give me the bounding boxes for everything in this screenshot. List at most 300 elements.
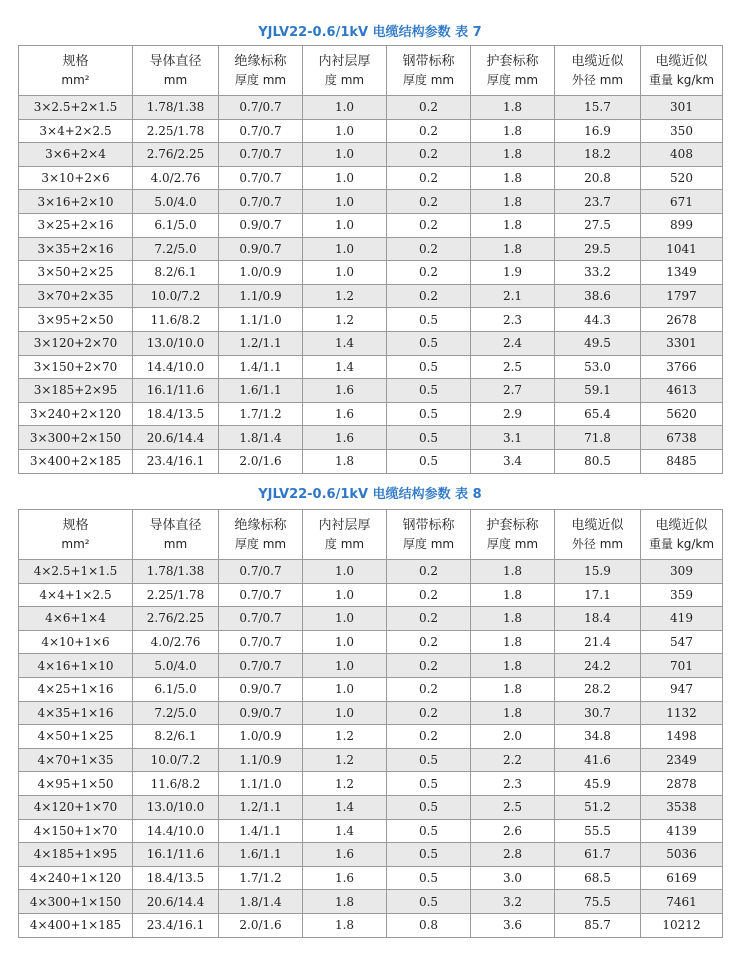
cell-inner-liner-thickness: 1.6 <box>303 379 387 403</box>
cell-steel-tape-thickness: 0.2 <box>387 560 471 584</box>
cell-inner-liner-thickness: 1.2 <box>303 725 387 749</box>
cell-sheath-thickness: 2.0 <box>471 725 555 749</box>
cell-steel-tape-thickness: 0.2 <box>387 237 471 261</box>
cell-outer-diameter: 44.3 <box>555 308 641 332</box>
cell-conductor-diameter: 5.0/4.0 <box>133 190 219 214</box>
cell-weight: 5620 <box>641 402 723 426</box>
table-7-title: YJLV22-0.6/1kV 电缆结构参数 表 7 <box>258 25 482 40</box>
header-label: 电缆近似 <box>571 53 624 69</box>
cell-outer-diameter: 41.6 <box>555 748 641 772</box>
cell-sheath-thickness: 1.8 <box>471 701 555 725</box>
cell-steel-tape-thickness: 0.2 <box>387 607 471 631</box>
cell-inner-liner-thickness: 1.0 <box>303 190 387 214</box>
cell-conductor-diameter: 2.25/1.78 <box>133 119 219 143</box>
cell-spec: 4×70+1×35 <box>19 748 133 772</box>
cell-weight: 671 <box>641 190 723 214</box>
header-label: 电缆近似 <box>571 517 624 533</box>
cell-insulation-thickness: 0.9/0.7 <box>219 213 303 237</box>
header-sheath-thickness <box>471 510 555 560</box>
header-unit: mm <box>163 72 188 87</box>
cell-spec: 4×300+1×150 <box>19 890 133 914</box>
cell-weight: 899 <box>641 213 723 237</box>
cell-spec: 4×120+1×70 <box>19 795 133 819</box>
cell-inner-liner-thickness: 1.4 <box>303 795 387 819</box>
cell-outer-diameter: 75.5 <box>555 890 641 914</box>
cell-steel-tape-thickness: 0.5 <box>387 795 471 819</box>
header-label: 规格 <box>62 53 89 69</box>
cell-sheath-thickness: 1.8 <box>471 560 555 584</box>
cell-sheath-thickness: 3.0 <box>471 866 555 890</box>
cell-outer-diameter: 15.7 <box>555 96 641 120</box>
cable-parameter-table-8 <box>18 509 723 938</box>
cell-insulation-thickness: 0.7/0.7 <box>219 96 303 120</box>
cell-steel-tape-thickness: 0.5 <box>387 379 471 403</box>
table-row <box>19 560 723 584</box>
cell-outer-diameter: 45.9 <box>555 772 641 796</box>
cell-weight: 5036 <box>641 843 723 867</box>
cell-conductor-diameter: 10.0/7.2 <box>133 284 219 308</box>
cell-weight: 547 <box>641 630 723 654</box>
cell-outer-diameter: 34.8 <box>555 725 641 749</box>
cell-outer-diameter: 38.6 <box>555 284 641 308</box>
cell-insulation-thickness: 0.9/0.7 <box>219 677 303 701</box>
cell-steel-tape-thickness: 0.2 <box>387 725 471 749</box>
table-row <box>19 143 723 167</box>
cell-spec: 4×2.5+1×1.5 <box>19 560 133 584</box>
cell-inner-liner-thickness: 1.2 <box>303 748 387 772</box>
cell-spec: 3×50+2×25 <box>19 261 133 285</box>
header-insulation-thickness <box>219 46 303 96</box>
cell-insulation-thickness: 0.7/0.7 <box>219 166 303 190</box>
header-unit: mm <box>163 536 188 551</box>
cell-weight: 309 <box>641 560 723 584</box>
cell-insulation-thickness: 1.2/1.1 <box>219 331 303 355</box>
cell-spec: 3×10+2×6 <box>19 166 133 190</box>
cell-insulation-thickness: 1.4/1.1 <box>219 355 303 379</box>
cell-insulation-thickness: 1.0/0.9 <box>219 261 303 285</box>
cell-sheath-thickness: 1.8 <box>471 190 555 214</box>
table-row <box>19 725 723 749</box>
cell-sheath-thickness: 1.8 <box>471 237 555 261</box>
cell-inner-liner-thickness: 1.0 <box>303 237 387 261</box>
cell-conductor-diameter: 23.4/16.1 <box>133 913 219 937</box>
cell-spec: 4×50+1×25 <box>19 725 133 749</box>
cell-insulation-thickness: 1.7/1.2 <box>219 402 303 426</box>
cell-steel-tape-thickness: 0.5 <box>387 426 471 450</box>
cell-steel-tape-thickness: 0.2 <box>387 630 471 654</box>
cell-conductor-diameter: 2.25/1.78 <box>133 583 219 607</box>
cell-steel-tape-thickness: 0.2 <box>387 654 471 678</box>
header-unit: 厚度 mm <box>234 536 287 551</box>
cell-outer-diameter: 80.5 <box>555 449 641 473</box>
cell-sheath-thickness: 1.8 <box>471 119 555 143</box>
header-spec <box>19 510 133 560</box>
cell-spec: 3×300+2×150 <box>19 426 133 450</box>
cell-conductor-diameter: 2.76/2.25 <box>133 143 219 167</box>
cell-weight: 3766 <box>641 355 723 379</box>
cell-insulation-thickness: 0.7/0.7 <box>219 583 303 607</box>
cell-steel-tape-thickness: 0.2 <box>387 190 471 214</box>
cell-steel-tape-thickness: 0.2 <box>387 677 471 701</box>
cell-spec: 3×35+2×16 <box>19 237 133 261</box>
table-row <box>19 449 723 473</box>
cell-conductor-diameter: 18.4/13.5 <box>133 866 219 890</box>
cell-steel-tape-thickness: 0.2 <box>387 166 471 190</box>
cell-insulation-thickness: 1.8/1.4 <box>219 890 303 914</box>
table-row <box>19 308 723 332</box>
cell-sheath-thickness: 3.6 <box>471 913 555 937</box>
cell-outer-diameter: 28.2 <box>555 677 641 701</box>
header-conductor-diameter <box>133 46 219 96</box>
cell-weight: 408 <box>641 143 723 167</box>
table-row <box>19 772 723 796</box>
cell-spec: 3×25+2×16 <box>19 213 133 237</box>
table-row <box>19 607 723 631</box>
cell-inner-liner-thickness: 1.0 <box>303 96 387 120</box>
cell-inner-liner-thickness: 1.8 <box>303 890 387 914</box>
header-unit: 重量 kg/km <box>648 72 715 87</box>
cell-inner-liner-thickness: 1.6 <box>303 402 387 426</box>
header-unit: 厚度 mm <box>486 72 539 87</box>
cell-sheath-thickness: 3.2 <box>471 890 555 914</box>
cell-inner-liner-thickness: 1.2 <box>303 308 387 332</box>
cell-conductor-diameter: 13.0/10.0 <box>133 331 219 355</box>
cell-conductor-diameter: 6.1/5.0 <box>133 677 219 701</box>
cell-outer-diameter: 65.4 <box>555 402 641 426</box>
cell-conductor-diameter: 8.2/6.1 <box>133 725 219 749</box>
header-unit: 度 mm <box>324 72 365 87</box>
cell-spec: 3×2.5+2×1.5 <box>19 96 133 120</box>
cell-weight: 3301 <box>641 331 723 355</box>
table-row <box>19 355 723 379</box>
cell-insulation-thickness: 0.7/0.7 <box>219 654 303 678</box>
header-unit: mm² <box>61 536 90 551</box>
cell-insulation-thickness: 1.8/1.4 <box>219 426 303 450</box>
header-unit: 外径 mm <box>571 536 624 551</box>
cell-steel-tape-thickness: 0.5 <box>387 890 471 914</box>
cell-inner-liner-thickness: 1.6 <box>303 843 387 867</box>
cell-sheath-thickness: 2.3 <box>471 308 555 332</box>
cell-weight: 8485 <box>641 449 723 473</box>
cell-sheath-thickness: 2.3 <box>471 772 555 796</box>
table-row <box>19 190 723 214</box>
cell-insulation-thickness: 1.7/1.2 <box>219 866 303 890</box>
cell-insulation-thickness: 1.1/0.9 <box>219 748 303 772</box>
cell-steel-tape-thickness: 0.2 <box>387 119 471 143</box>
cell-outer-diameter: 53.0 <box>555 355 641 379</box>
cell-sheath-thickness: 1.8 <box>471 96 555 120</box>
cell-inner-liner-thickness: 1.4 <box>303 819 387 843</box>
cell-outer-diameter: 23.7 <box>555 190 641 214</box>
header-label: 导体直径 <box>149 53 202 69</box>
cell-weight: 3538 <box>641 795 723 819</box>
header-label: 内衬层厚 <box>318 517 371 533</box>
cell-steel-tape-thickness: 0.5 <box>387 331 471 355</box>
cell-inner-liner-thickness: 1.0 <box>303 143 387 167</box>
cell-weight: 2878 <box>641 772 723 796</box>
header-unit: 厚度 mm <box>402 72 455 87</box>
cell-spec: 3×400+2×185 <box>19 449 133 473</box>
cell-outer-diameter: 71.8 <box>555 426 641 450</box>
cell-spec: 4×400+1×185 <box>19 913 133 937</box>
header-insulation-thickness <box>219 510 303 560</box>
cell-conductor-diameter: 16.1/11.6 <box>133 843 219 867</box>
cell-outer-diameter: 15.9 <box>555 560 641 584</box>
cell-weight: 301 <box>641 96 723 120</box>
cell-conductor-diameter: 4.0/2.76 <box>133 166 219 190</box>
cell-weight: 2678 <box>641 308 723 332</box>
cell-weight: 1349 <box>641 261 723 285</box>
cell-weight: 6169 <box>641 866 723 890</box>
header-conductor-diameter <box>133 510 219 560</box>
cell-outer-diameter: 68.5 <box>555 866 641 890</box>
cell-conductor-diameter: 18.4/13.5 <box>133 402 219 426</box>
cell-insulation-thickness: 1.0/0.9 <box>219 725 303 749</box>
cell-spec: 4×10+1×6 <box>19 630 133 654</box>
table-row <box>19 677 723 701</box>
cell-steel-tape-thickness: 0.5 <box>387 819 471 843</box>
table-row <box>19 795 723 819</box>
cell-conductor-diameter: 23.4/16.1 <box>133 449 219 473</box>
table-row <box>19 426 723 450</box>
cell-weight: 701 <box>641 654 723 678</box>
table-row <box>19 119 723 143</box>
cell-weight: 359 <box>641 583 723 607</box>
cell-inner-liner-thickness: 1.0 <box>303 583 387 607</box>
header-weight <box>641 46 723 96</box>
cell-spec: 4×150+1×70 <box>19 819 133 843</box>
cell-insulation-thickness: 0.9/0.7 <box>219 237 303 261</box>
cell-inner-liner-thickness: 1.0 <box>303 630 387 654</box>
cell-conductor-diameter: 5.0/4.0 <box>133 654 219 678</box>
cell-conductor-diameter: 6.1/5.0 <box>133 213 219 237</box>
cell-steel-tape-thickness: 0.5 <box>387 843 471 867</box>
header-label: 电缆近似 <box>655 53 708 69</box>
cell-inner-liner-thickness: 1.8 <box>303 913 387 937</box>
cell-spec: 4×4+1×2.5 <box>19 583 133 607</box>
header-weight <box>641 510 723 560</box>
cell-outer-diameter: 24.2 <box>555 654 641 678</box>
cell-sheath-thickness: 2.8 <box>471 843 555 867</box>
cell-outer-diameter: 20.8 <box>555 166 641 190</box>
header-label: 内衬层厚 <box>318 53 371 69</box>
cell-insulation-thickness: 1.1/1.0 <box>219 772 303 796</box>
cell-weight: 1498 <box>641 725 723 749</box>
header-label: 电缆近似 <box>655 517 708 533</box>
cell-conductor-diameter: 2.76/2.25 <box>133 607 219 631</box>
header-unit: 外径 mm <box>571 72 624 87</box>
cell-spec: 4×95+1×50 <box>19 772 133 796</box>
table-row <box>19 213 723 237</box>
cell-steel-tape-thickness: 0.2 <box>387 583 471 607</box>
table-row <box>19 701 723 725</box>
table-row <box>19 819 723 843</box>
cell-spec: 3×70+2×35 <box>19 284 133 308</box>
cell-weight: 2349 <box>641 748 723 772</box>
cell-insulation-thickness: 0.7/0.7 <box>219 119 303 143</box>
cell-inner-liner-thickness: 1.0 <box>303 560 387 584</box>
cell-inner-liner-thickness: 1.0 <box>303 607 387 631</box>
table-row <box>19 843 723 867</box>
cell-sheath-thickness: 1.8 <box>471 654 555 678</box>
cell-sheath-thickness: 2.9 <box>471 402 555 426</box>
cell-outer-diameter: 61.7 <box>555 843 641 867</box>
cell-outer-diameter: 18.2 <box>555 143 641 167</box>
cell-steel-tape-thickness: 0.2 <box>387 701 471 725</box>
cell-conductor-diameter: 14.4/10.0 <box>133 355 219 379</box>
cell-spec: 4×25+1×16 <box>19 677 133 701</box>
table-row <box>19 402 723 426</box>
cell-conductor-diameter: 7.2/5.0 <box>133 237 219 261</box>
header-unit: 度 mm <box>324 536 365 551</box>
cell-sheath-thickness: 2.7 <box>471 379 555 403</box>
header-label: 绝缘标称 <box>234 53 287 69</box>
cell-spec: 3×120+2×70 <box>19 331 133 355</box>
cell-inner-liner-thickness: 1.4 <box>303 331 387 355</box>
cell-outer-diameter: 18.4 <box>555 607 641 631</box>
cell-spec: 3×16+2×10 <box>19 190 133 214</box>
cell-weight: 6738 <box>641 426 723 450</box>
header-steel-tape-thickness <box>387 510 471 560</box>
cell-sheath-thickness: 2.4 <box>471 331 555 355</box>
cell-outer-diameter: 85.7 <box>555 913 641 937</box>
cell-insulation-thickness: 0.7/0.7 <box>219 607 303 631</box>
cell-weight: 4613 <box>641 379 723 403</box>
cell-outer-diameter: 49.5 <box>555 331 641 355</box>
cell-outer-diameter: 59.1 <box>555 379 641 403</box>
header-unit: mm² <box>61 72 90 87</box>
cell-spec: 4×16+1×10 <box>19 654 133 678</box>
table-row <box>19 630 723 654</box>
header-unit: 重量 kg/km <box>648 536 715 551</box>
cell-outer-diameter: 27.5 <box>555 213 641 237</box>
cell-insulation-thickness: 1.2/1.1 <box>219 795 303 819</box>
cell-sheath-thickness: 1.8 <box>471 607 555 631</box>
cell-spec: 3×185+2×95 <box>19 379 133 403</box>
header-label: 绝缘标称 <box>234 517 287 533</box>
table-row <box>19 379 723 403</box>
cell-conductor-diameter: 1.78/1.38 <box>133 96 219 120</box>
header-inner-liner-thickness <box>303 46 387 96</box>
cell-sheath-thickness: 1.8 <box>471 583 555 607</box>
cell-outer-diameter: 16.9 <box>555 119 641 143</box>
cell-spec: 3×6+2×4 <box>19 143 133 167</box>
cell-steel-tape-thickness: 0.5 <box>387 449 471 473</box>
cell-sheath-thickness: 1.8 <box>471 677 555 701</box>
cell-sheath-thickness: 1.8 <box>471 213 555 237</box>
cell-inner-liner-thickness: 1.4 <box>303 355 387 379</box>
cell-conductor-diameter: 1.78/1.38 <box>133 560 219 584</box>
cell-conductor-diameter: 11.6/8.2 <box>133 772 219 796</box>
cell-sheath-thickness: 2.6 <box>471 819 555 843</box>
table-row <box>19 654 723 678</box>
cell-insulation-thickness: 1.6/1.1 <box>219 843 303 867</box>
cell-inner-liner-thickness: 1.2 <box>303 284 387 308</box>
cell-sheath-thickness: 1.8 <box>471 630 555 654</box>
cell-weight: 1041 <box>641 237 723 261</box>
cell-spec: 4×35+1×16 <box>19 701 133 725</box>
cell-inner-liner-thickness: 1.0 <box>303 261 387 285</box>
cell-insulation-thickness: 0.7/0.7 <box>219 190 303 214</box>
cell-outer-diameter: 55.5 <box>555 819 641 843</box>
table-row <box>19 866 723 890</box>
cell-spec: 3×95+2×50 <box>19 308 133 332</box>
cell-conductor-diameter: 20.6/14.4 <box>133 426 219 450</box>
header-sheath-thickness <box>471 46 555 96</box>
header-unit: 厚度 mm <box>402 536 455 551</box>
cell-inner-liner-thickness: 1.0 <box>303 701 387 725</box>
cell-spec: 3×150+2×70 <box>19 355 133 379</box>
cell-insulation-thickness: 2.0/1.6 <box>219 913 303 937</box>
cell-steel-tape-thickness: 0.2 <box>387 96 471 120</box>
table-row <box>19 913 723 937</box>
cell-spec: 4×6+1×4 <box>19 607 133 631</box>
cell-insulation-thickness: 0.9/0.7 <box>219 701 303 725</box>
cell-inner-liner-thickness: 1.6 <box>303 426 387 450</box>
table-row <box>19 890 723 914</box>
cell-sheath-thickness: 3.4 <box>471 449 555 473</box>
cell-weight: 1132 <box>641 701 723 725</box>
cell-conductor-diameter: 4.0/2.76 <box>133 630 219 654</box>
cell-insulation-thickness: 1.4/1.1 <box>219 819 303 843</box>
cell-insulation-thickness: 1.1/1.0 <box>219 308 303 332</box>
cell-inner-liner-thickness: 1.0 <box>303 166 387 190</box>
cell-sheath-thickness: 3.1 <box>471 426 555 450</box>
cell-conductor-diameter: 20.6/14.4 <box>133 890 219 914</box>
table-row <box>19 284 723 308</box>
cell-sheath-thickness: 1.8 <box>471 143 555 167</box>
cell-steel-tape-thickness: 0.5 <box>387 772 471 796</box>
table-row <box>19 96 723 120</box>
cell-conductor-diameter: 11.6/8.2 <box>133 308 219 332</box>
cell-conductor-diameter: 7.2/5.0 <box>133 701 219 725</box>
table-row <box>19 583 723 607</box>
header-steel-tape-thickness <box>387 46 471 96</box>
cell-outer-diameter: 29.5 <box>555 237 641 261</box>
table-row <box>19 748 723 772</box>
table-row <box>19 331 723 355</box>
cell-steel-tape-thickness: 0.5 <box>387 402 471 426</box>
header-outer-diameter <box>555 510 641 560</box>
cell-steel-tape-thickness: 0.2 <box>387 284 471 308</box>
cell-steel-tape-thickness: 0.2 <box>387 213 471 237</box>
cell-outer-diameter: 30.7 <box>555 701 641 725</box>
header-label: 导体直径 <box>149 517 202 533</box>
cell-insulation-thickness: 0.7/0.7 <box>219 143 303 167</box>
table-row <box>19 237 723 261</box>
cell-inner-liner-thickness: 1.8 <box>303 449 387 473</box>
table-row <box>19 261 723 285</box>
cell-spec: 3×4+2×2.5 <box>19 119 133 143</box>
header-unit: 厚度 mm <box>486 536 539 551</box>
cell-steel-tape-thickness: 0.8 <box>387 913 471 937</box>
cell-steel-tape-thickness: 0.5 <box>387 748 471 772</box>
cell-inner-liner-thickness: 1.0 <box>303 213 387 237</box>
cell-weight: 419 <box>641 607 723 631</box>
cell-sheath-thickness: 2.1 <box>471 284 555 308</box>
cell-conductor-diameter: 13.0/10.0 <box>133 795 219 819</box>
cell-spec: 4×185+1×95 <box>19 843 133 867</box>
cell-inner-liner-thickness: 1.0 <box>303 119 387 143</box>
cell-insulation-thickness: 1.6/1.1 <box>219 379 303 403</box>
header-unit: 厚度 mm <box>234 72 287 87</box>
cell-steel-tape-thickness: 0.2 <box>387 143 471 167</box>
cell-outer-diameter: 33.2 <box>555 261 641 285</box>
cell-insulation-thickness: 1.1/0.9 <box>219 284 303 308</box>
header-label: 护套标称 <box>486 53 539 69</box>
cell-steel-tape-thickness: 0.5 <box>387 355 471 379</box>
header-label: 护套标称 <box>486 517 539 533</box>
